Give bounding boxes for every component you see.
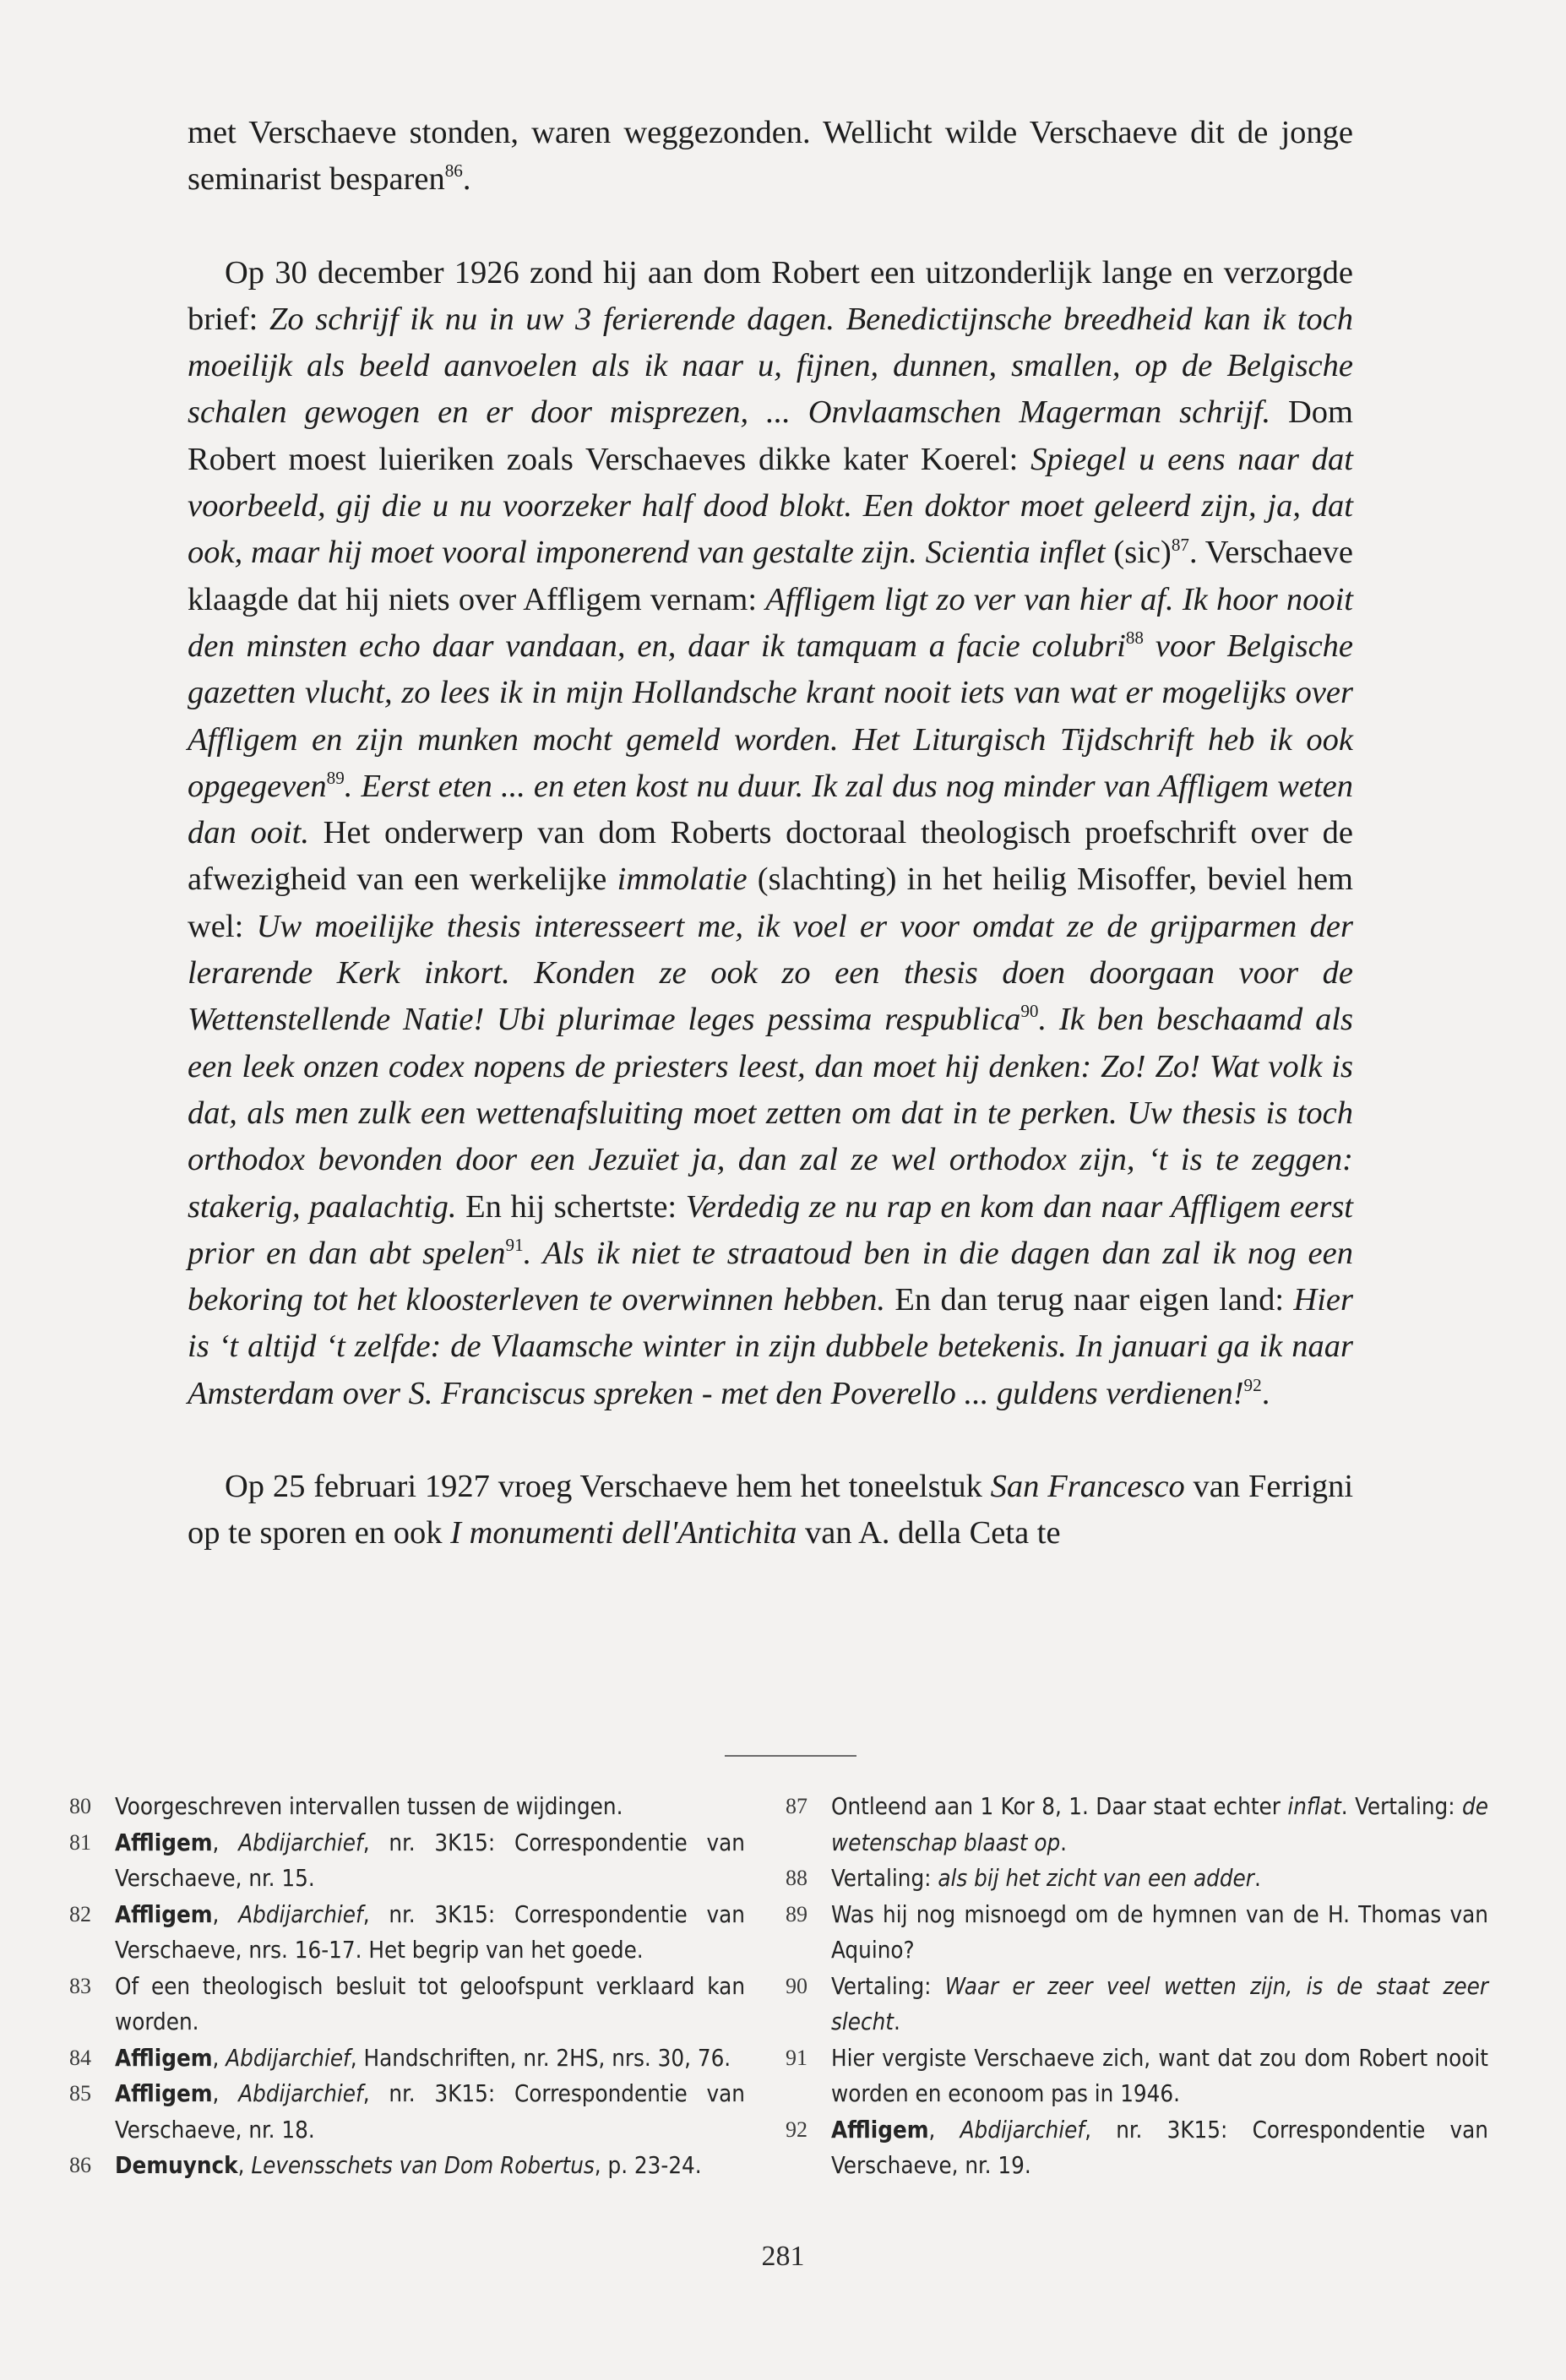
footnote-87: 87 Ontleend aan 1 Kor 8, 1. Daar staat echter inflat. Vertaling: de wetenschap blaast op. <box>786 1793 1488 1856</box>
footnote-86: 86 Demuynck, Levensschets van Dom Robertus, p. 23-24. <box>69 2152 702 2179</box>
footnote-91: 91 Hier vergiste Verschaeve zich, want dat zou dom Robert nooit worden en econoom pas in 1946. <box>786 2044 1488 2107</box>
paragraph-3: Op 25 februari 1927 vroeg Verschaeve hem het toneelstuk San Francesco van Ferrigni op te sporen en ook I monumenti dell'Antichita van A. della Ceta te <box>188 1469 1354 1551</box>
footnotes-right-column <box>786 1789 1488 2184</box>
footnote-89: 89 Was hij nog misnoegd om de hymnen van de H. Thomas van Aquino? <box>786 1900 1488 1964</box>
page-number: 281 <box>761 2241 805 2272</box>
footnotes-left-column <box>69 1789 745 2184</box>
paragraph-1: met Verschaeve stonden, waren weggezonden. Wellicht wilde Verschaeve dit de jonge seminarist besparen$^{86}$. <box>188 115 1353 198</box>
footnote-88: 88 Vertaling: als bij het zicht van een adder. <box>786 1865 1261 1892</box>
footnote-81: 81 Affligem, Abdijarchief, nr. 3K15: Correspondentie van Verschaeve, nr. 15. <box>69 1828 745 1892</box>
footnote-separator <box>725 1755 856 1757</box>
footnote-92: 92 Affligem, Abdijarchief, nr. 3K15: Correspondentie van Verschaeve, nr. 19. <box>786 2116 1488 2179</box>
footnote-82: 82 Affligem, Abdijarchief, nr. 3K15: Correspondentie van Verschaeve, nrs. 16-17. Het begrip van het goede. <box>69 1900 745 1964</box>
footnote-ref-89[interactable]: 89 <box>326 767 345 788</box>
footnote-ref-87[interactable]: 87 <box>1171 534 1189 555</box>
footnote-83: 83 Of een theologisch besluit tot geloofspunt verklaard kan worden. <box>69 1972 745 2035</box>
footnote-ref-92[interactable]: 92 <box>1243 1374 1262 1395</box>
footnote-85: 85 Affligem, Abdijarchief, nr. 3K15: Correspondentie van Verschaeve, nr. 18. <box>69 2080 745 2144</box>
footnote-ref-91[interactable]: 91 <box>505 1234 524 1255</box>
footnote-90: 90 Vertaling: Waar er zeer veel wetten zijn, is de staat zeer slecht. <box>786 1972 1489 2035</box>
footnote-ref-88[interactable]: 88 <box>1125 628 1144 649</box>
footnote-84: 84 Affligem, Abdijarchief, Handschriften, nr. 2HS, nrs. 30, 76. <box>69 2044 731 2072</box>
footnote-ref-90[interactable]: 90 <box>1020 1001 1039 1022</box>
footnote-80: 80 Voorgeschreven intervallen tussen de wijdingen. <box>69 1793 623 1820</box>
footnote-ref-86[interactable]: 86 <box>444 160 463 182</box>
body-text <box>188 110 1353 1557</box>
paragraph-2: Op 30 december 1926 zond hij aan dom Robert een uitzonderlijk lange en verzorgde brief: Zo schrijf ik nu in uw 3 ferierende dagen. Benedictijnsche breedheid kan ik toch moeilijk als beeld aanvoelen als ik naar u, fijnen, dunnen, smallen, op de Belgische schalen gewogen en er door misprezen, ... Onvlaamschen Magerman schrijf. Dom Robert moest luieriken zoals Verschaeves dikke kater Koerel: Spiegel u eens naar dat voorbeeld, gij die u nu voorzeker half dood blokt. Een doktor moet geleerd zijn, ja, dat ook, maar hij moet vooral imponerend van gestalte zijn. Scientia inflet (sic)$^{87}$. Verschaeve klaagde dat hij niets over Affligem vernam: Affligem ligt zo ver van hier af. Ik hoor nooit den minsten echo daar vandaan, en, daar ik tamquam a facie colubri$^{88}$ voor Belgische gazetten vlucht, zo lees ik in mijn Hollandsche krant nooit iets van wat er mogelijks over Affligem en zijn munken mocht gemeld worden. Het Liturgisch Tijdschrift heb ik ook opgegeven$^{89}$. Eerst eten ... en eten kost nu duur. Ik zal dus nog minder van Affligem weten dan ooit. Het onderwerp van dom Roberts doctoraal theologisch proefschrift over de afwezigheid van een werkelijke immolatie (slachting) in het heilig Misoffer, beviel hem wel: Uw moeilijke thesis interesseert me, ik voel er voor omdat ze de grijparmen der lerarende Kerk inkort. Konden ze ook zo een thesis doen doorgaan voor de Wettenstellende Natie! Ubi plurimae leges pessima respublica$^{90}$. Ik ben beschaamd als een leek onzen codex nopens de priesters leest, dan moet hij denken: Zo! Zo! Wat volk is dat, als men zulk een wettenafsluiting moet zetten om dat in te perken. Uw thesis is toch orthodox bevonden door een Jezuïet ja, dan zal ze wel orthodox zijn, ‘t is te zeggen: stakerig, paalachtig. En hij schertste: Verdedig ze nu rap en kom dan naar Affligem eerst prior en dan abt spelen$^{91}$. Als ik niet te straatoud ben in die dagen dan zal ik nog een bekoring tot het kloosterleven te overwinnen hebben. En dan terug naar eigen land: Hier is ‘t altijd ‘t zelfde: de Vlaamsche winter in zijn dubbele betekenis. In januari ga ik naar Amsterdam over S. Franciscus spreken - met den Poverello ... guldens verdienen!$^{92}$. <box>188 254 1354 1411</box>
